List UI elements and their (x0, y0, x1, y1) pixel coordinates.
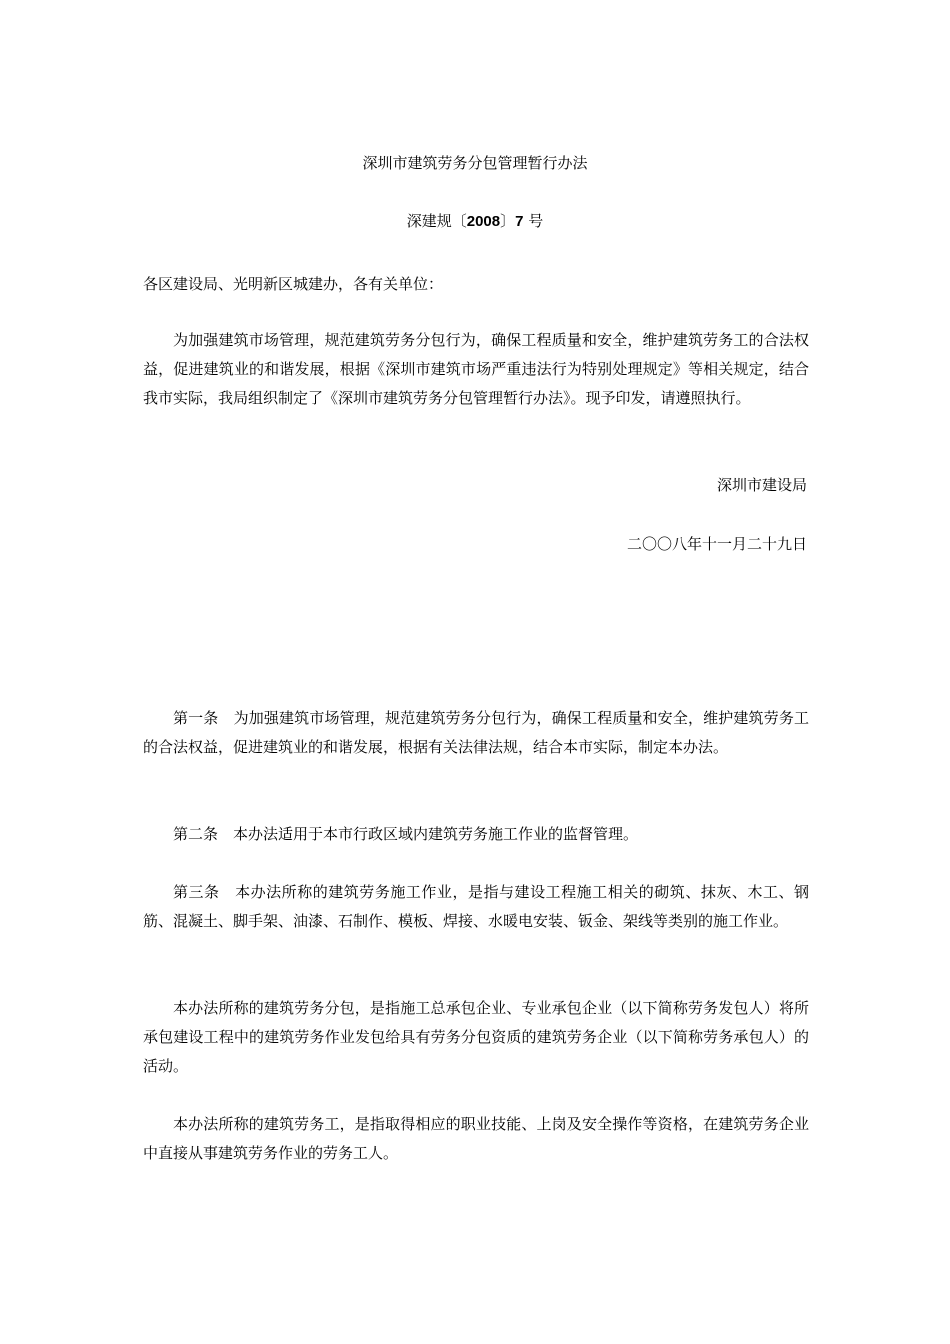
article-3-paragraph-2: 本办法所称的建筑劳务分包，是指施工总承包企业、专业承包企业（以下简称劳务发包人）将所承包建设工程中的建筑劳务作业发包给具有劳务分包资质的建筑劳务企业（以下简称劳务承包人）的活动。 (143, 999, 809, 1075)
article-1: 第一条 为加强建筑市场管理，规范建筑劳务分包行为，确保工程质量和安全，维护建筑劳务工的合法权益，促进建筑业的和谐发展，根据有关法律法规，结合本市实际，制定本办法。 (143, 709, 809, 756)
article-3-paragraph-3: 本办法所称的建筑劳务工，是指取得相应的职业技能、上岗及安全操作等资格，在建筑劳务企业中直接从事建筑劳务作业的劳务工人。 (143, 1115, 809, 1162)
article-3: 第三条 本办法所称的建筑劳务施工作业，是指与建设工程施工相关的砌筑、抹灰、木工、钢筋、混凝土、脚手架、油漆、石制作、模板、焊接、水暖电安装、钣金、架线等类别的施工作业。 (143, 883, 809, 930)
salutation: 各区建设局、光明新区城建办，各有关单位： (143, 275, 444, 293)
doc-number-middle: 〕 (500, 212, 516, 230)
document-number (0, 210, 950, 233)
doc-number-prefix: 深建规〔 (406, 212, 467, 230)
article-2: 第二条 本办法适用于本市行政区域内建筑劳务施工作业的监督管理。 (173, 825, 639, 843)
intro-paragraph: 为加强建筑市场管理，规范建筑劳务分包行为，确保工程质量和安全，维护建筑劳务工的合法权益，促进建筑业的和谐发展，根据《深圳市建筑市场严重违法行为特别处理规定》等相关规定，结合我市实际，我局组织制定了《深圳市建筑劳务分包管理暂行办法》。现予印发，请遵照执行。 (143, 331, 809, 407)
document-title: 深圳市建筑劳务分包管理暂行办法 (362, 154, 588, 172)
signature-date: 二〇〇八年十一月二十九日 (626, 535, 807, 553)
doc-number-value: 7 (515, 213, 524, 230)
doc-number-year: 2008 (466, 213, 501, 230)
signature-organization: 深圳市建设局 (716, 476, 807, 494)
doc-number-suffix: 号 (523, 212, 544, 230)
